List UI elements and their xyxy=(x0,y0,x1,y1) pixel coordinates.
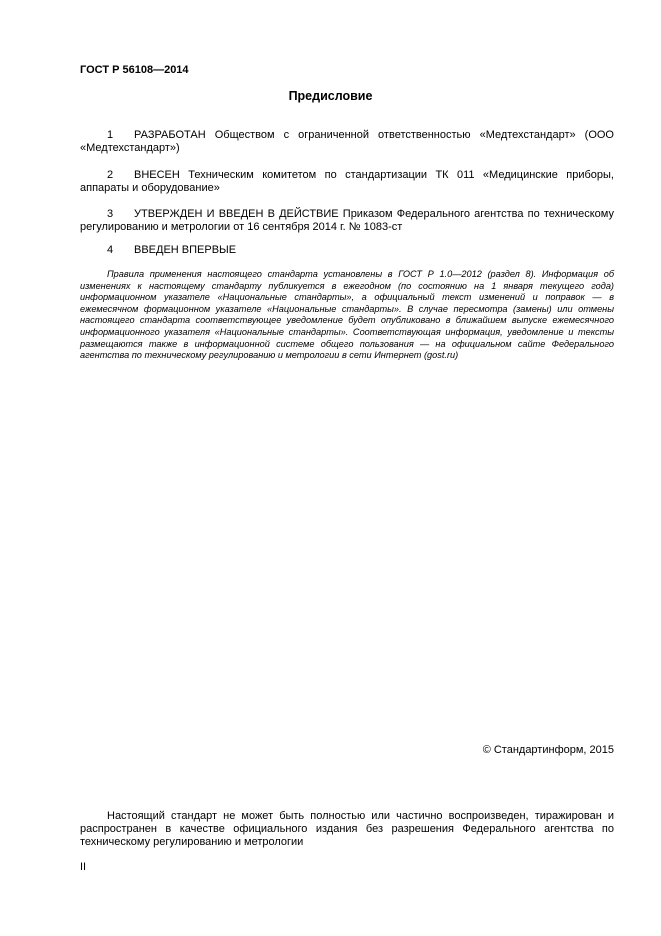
item-text: ВВЕДЕН ВПЕРВЫЕ xyxy=(134,244,237,256)
foreword-item-developed xyxy=(80,129,614,155)
foreword-item-first-introduced xyxy=(80,244,614,257)
item-number: 1 xyxy=(107,129,114,141)
copyright-notice: © Стандартинформ, 2015 xyxy=(482,744,614,756)
application-rules-note: Правила применения настоящего стандарта установлены в ГОСТ Р 1.0—2012 (раздел 8). Информация об изменениях к настоящему стандарту публикуется в ежегодном (по состоянию на 1 января текущего года) информационном указателе «Национальные стандарты», а официальный текст изменений и поправок — в ежемесячном формационном указателе «Национальные стандарты». В случае пересмотра (замены) или отмены настоящего стандарта соответствующее уведомление будет опубликовано в ближайшем выпуске ежемесячного информационного указателя «Национальные стандарты». Соответствующая информация, уведомление и тексты размещаются также в информационной системе общего пользования — на официальном сайте Федерального агентства по техническому регулированию и метрологии в сети Интернет (gost.ru) xyxy=(80,269,614,361)
foreword-item-approved xyxy=(80,208,614,234)
item-number: 4 xyxy=(107,244,114,256)
item-text: РАЗРАБОТАН Обществом с ограниченной ответственностью «Медтехстандарт» (ООО «Медтехстандарт») xyxy=(80,129,614,154)
page-title: Предисловие xyxy=(288,89,373,103)
document-code: ГОСТ Р 56108—2014 xyxy=(80,64,189,76)
item-text: УТВЕРЖДЕН И ВВЕДЕН В ДЕЙСТВИЕ Приказом Федерального агентства по техническому регулированию и метрологии от 16 сентября 2014 г. № 1083-ст xyxy=(80,208,614,233)
reproduction-notice: Настоящий стандарт не может быть полностью или частично воспроизведен, тиражирован и распространен в качестве официального издания без разрешения Федерального агентства по техническому регулированию и метрологии xyxy=(80,810,614,848)
item-number: 2 xyxy=(107,169,114,181)
item-text: ВНЕСЕН Техническим комитетом по стандартизации ТК 011 «Медицинские приборы, аппараты и оборудование» xyxy=(80,169,614,194)
page-number: II xyxy=(80,861,87,873)
foreword-item-introduced xyxy=(80,169,614,195)
item-number: 3 xyxy=(107,208,114,220)
